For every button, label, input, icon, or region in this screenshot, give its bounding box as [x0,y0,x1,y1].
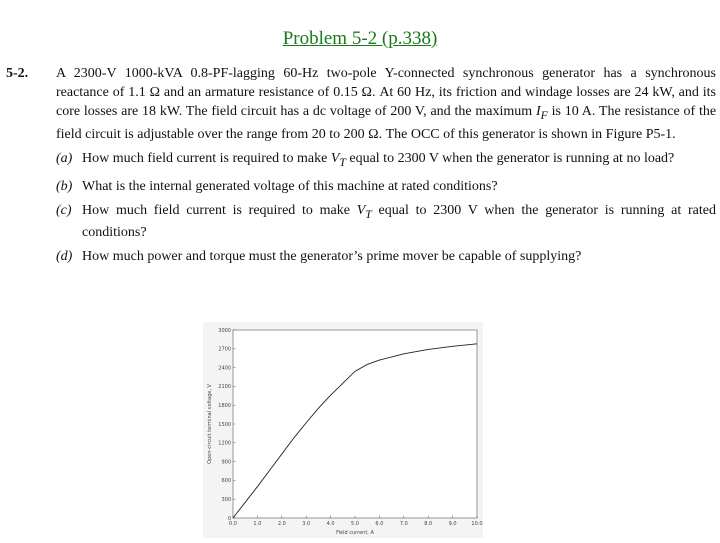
problem-part [56,149,716,172]
occ-chart [203,322,483,538]
x-tick-label: 9.0 [448,521,457,527]
terminal-voltage-symbol [350,202,372,221]
x-tick-label: 4.0 [326,521,335,527]
plot-frame [233,330,477,518]
x-tick-label: 7.0 [399,521,408,527]
symbol-subscript: T [365,207,372,221]
problem-intro-3: The OCC of this generator is shown in Figure P5-1. [385,126,676,142]
y-tick-label: 900 [221,459,231,466]
part-text [82,177,716,196]
y-tick-label: 1800 [218,403,231,409]
problem-block [6,64,716,266]
y-tick-label: 0 [227,515,231,522]
terminal-voltage-symbol [327,150,346,169]
part-text-pre: What is the internal generated voltage of this machine at rated conditions? [82,178,498,194]
part-text-pre: How much field current is required to make [82,150,328,166]
y-tick-label: 1500 [218,421,231,428]
y-tick-label: 1200 [218,440,231,447]
problem-statement [56,64,716,144]
problem-intro-2b: is 10 A. The resistance of the field circuit is adjustable over the range from 20 to 200 Ω. [56,104,717,142]
part-text-post: equal to 2300 V when the generator is running at rated conditions? [82,202,716,241]
y-tick-label: 2700 [218,346,231,353]
problem-part [56,247,716,266]
symbol-subscript: T [339,155,346,169]
x-tick-label: 6.0 [375,521,384,527]
y-tick-label: 2400 [218,365,231,372]
part-label: (b) [56,178,73,194]
symbol-letter: V [350,202,366,218]
part-label: (c) [56,202,72,218]
problem-intro: A 2300-V 1000-kVA 0.8-PF-lagging 60-Hz two-pole Y-connected synchronous generator has a synchronous reactance of 1.1 Ω and an armature resistance of 0.15 Ω. At 60 Hz, its friction and windage losses are 24 kW, and its core losses are 18 kW. The field circuit has a dc voltage of 200 V, and the [56,66,716,119]
problem-number: 5-2. [6,66,29,81]
part-text-pre: How much field current is required to make [82,202,350,218]
problem-intro-2a: maximum [475,104,533,119]
part-text [82,201,716,243]
problem-part [56,177,716,196]
part-label: (d) [56,249,73,265]
y-tick-label: 300 [221,497,231,503]
symbol-subscript: F [540,108,548,122]
x-axis-label: Field current, A [336,530,374,536]
y-tick-label: 600 [221,478,231,485]
part-text [82,247,716,266]
part-text-pre: How much power and torque must the generator’s prime mover be capable of supplying? [82,249,582,265]
part-text-post: equal to 2300 V when the generator is running at no load? [345,150,675,166]
symbol-letter: I [536,104,541,119]
y-tick-label: 2100 [218,384,231,391]
symbol-letter: V [327,150,340,166]
x-tick-label: 5.0 [351,521,359,527]
x-tick-label: 8.0 [424,521,433,527]
x-tick-label: 1.0 [253,521,262,527]
x-tick-label: 3.0 [302,521,311,527]
x-tick-label: 2.0 [277,521,286,527]
problem-part [56,201,716,243]
y-axis-label: Open-circuit terminal voltage, V [207,384,213,464]
problem-parts [56,149,716,267]
x-tick-label: 0.0 [229,521,237,527]
x-tick-label: 10.0 [471,521,483,527]
page-title: Problem 5-2 (p.338) [282,28,438,49]
part-text [82,149,716,172]
occ-chart-svg [203,322,483,538]
field-current-symbol [536,104,548,122]
y-tick-label: 3000 [218,327,231,334]
part-label: (a) [56,150,73,166]
